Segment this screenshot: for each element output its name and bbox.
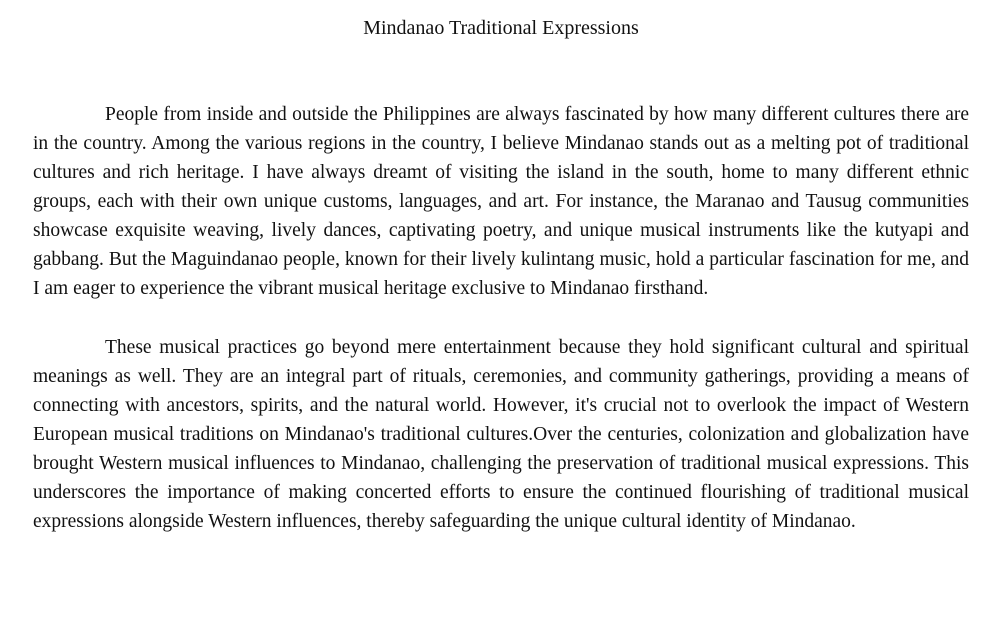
document-title: Mindanao Traditional Expressions [363, 17, 639, 39]
paragraph-2: These musical practices go beyond mere entertainment because they hold significant cultural and spiritual meanings as well. They are an integral part of rituals, ceremonies, and community gatherings, providing a means of connecting with ancestors, spirits, and the natural world. However, it's crucial not to overlook the impact of Western European musical traditions on Mindanao's traditional cultures.Over the centuries, colonization and globalization have brought Western musical influences to Mindanao, challenging the preservation of traditional musical expressions. This underscores the importance of making concerted efforts to ensure the continued flourishing of traditional musical expressions alongside Western influences, thereby safeguarding the unique cultural identity of Mindanao. [33, 337, 969, 532]
document-page [33, 0, 969, 536]
paragraph-1: People from inside and outside the Philippines are always fascinated by how many different cultures there are in the country. Among the various regions in the country, I believe Mindanao stands out as a melting pot of traditional cultures and rich heritage. I have always dreamt of visiting the island in the south, home to many different ethnic groups, each with their own unique customs, languages, and art. For instance, the Maranao and Tausug communities showcase exquisite weaving, lively dances, captivating poetry, and unique musical instruments like the kutyapi and gabbang. But the Maguindanao people, known for their lively kulintang music, hold a particular fascination for me, and I am eager to experience the vibrant musical heritage exclusive to Mindanao firsthand. [33, 104, 969, 299]
